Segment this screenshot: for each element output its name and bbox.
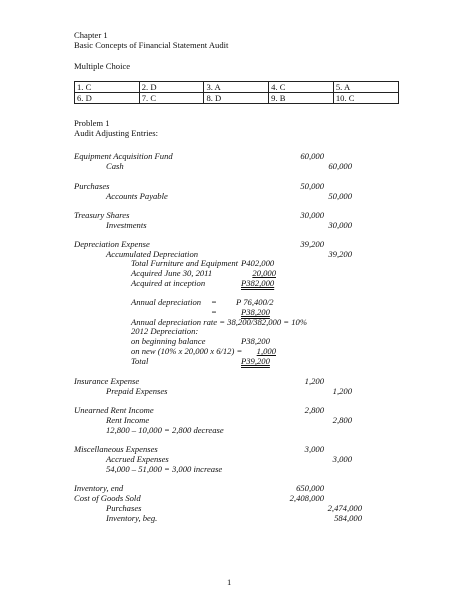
depr-inception-value: P382,000 bbox=[241, 278, 275, 288]
rent-note: 12,800 – 10,000 = 2,800 decrease bbox=[106, 425, 224, 435]
entry-credit-amount: 2,800 bbox=[332, 415, 352, 425]
entry-credit-account: Purchases bbox=[106, 503, 142, 513]
depr-total-value: P402,000 bbox=[241, 258, 275, 268]
problem-title: Problem 1 bbox=[74, 118, 110, 128]
answer-cell: 3. A bbox=[204, 82, 269, 93]
entry-debit-amount: 50,000 bbox=[300, 181, 324, 191]
answer-table bbox=[74, 81, 399, 104]
entry-debit-account: Miscellaneous Expenses bbox=[74, 444, 158, 454]
entry-debit-account: Equipment Acquisition Fund bbox=[74, 151, 173, 161]
entry-debit-amount: 1,200 bbox=[304, 376, 324, 386]
entry-credit-account: Prepaid Expenses bbox=[106, 386, 168, 396]
annual-depr-eq: = bbox=[211, 297, 217, 307]
depr-new-label: on new (10% x 20,000 x 6/12) = bbox=[131, 346, 243, 356]
misc-note: 54,000 – 51,000 = 3,000 increase bbox=[106, 464, 223, 474]
annual-depr-value: P 76,400/2 bbox=[236, 297, 274, 307]
entry-debit-amount: 650,000 bbox=[296, 483, 324, 493]
entry-credit-account: Investments bbox=[106, 220, 147, 230]
entry-credit-account: Accrued Expenses bbox=[106, 454, 169, 464]
depr-total-label: Total Furniture and Equipment bbox=[131, 258, 239, 268]
depr-inception-label: Acquired at inception bbox=[131, 278, 206, 288]
entry-debit-account: Cost of Goods Sold bbox=[74, 493, 141, 503]
answer-cell: 2. D bbox=[139, 82, 204, 93]
entry-credit-amount: 60,000 bbox=[328, 161, 352, 171]
entry-debit-amount: 2,800 bbox=[304, 405, 324, 415]
entry-debit-amount: 30,000 bbox=[300, 210, 324, 220]
depr-rate-line: Annual depreciation rate = 38,200/382,000 = 10% bbox=[131, 317, 307, 327]
chapter-label: Chapter 1 bbox=[74, 30, 108, 40]
depr-begin-value: P38,200 bbox=[241, 336, 270, 346]
entry-credit-account: Accounts Payable bbox=[106, 191, 168, 201]
entry-debit-account: Treasury Shares bbox=[74, 210, 130, 220]
entry-debit-amount: 3,000 bbox=[304, 444, 324, 454]
depr-2012-heading: 2012 Depreciation: bbox=[131, 326, 199, 336]
answer-cell: 6. D bbox=[75, 93, 140, 104]
entry-debit-account: Purchases bbox=[74, 181, 110, 191]
entry-credit-amount: 1,200 bbox=[332, 386, 352, 396]
entry-debit-account: Unearned Rent Income bbox=[74, 405, 154, 415]
depr-new-value: 1,000 bbox=[256, 346, 276, 356]
depr-total2-label: Total bbox=[131, 356, 149, 366]
entry-credit-amount: 584,000 bbox=[334, 513, 362, 523]
section-heading: Multiple Choice bbox=[74, 61, 131, 71]
answer-row bbox=[75, 82, 399, 93]
entry-credit-account: Accumulated Depreciation bbox=[106, 249, 199, 259]
entry-debit-account: Inventory, end bbox=[74, 483, 124, 493]
depr-begin-label: on beginning balance bbox=[131, 336, 206, 346]
entry-credit-amount: 2,474,000 bbox=[327, 503, 362, 513]
entry-credit-amount: 3,000 bbox=[332, 454, 352, 464]
depr-total2-value: P39,200 bbox=[241, 356, 270, 366]
entry-credit-amount: 39,200 bbox=[328, 249, 352, 259]
entry-credit-account: Rent Income bbox=[106, 415, 150, 425]
answer-cell: 1. C bbox=[75, 82, 140, 93]
entry-debit-account: Insurance Expense bbox=[74, 376, 140, 386]
page-number: 1 bbox=[227, 577, 232, 587]
entry-debit-amount: 39,200 bbox=[300, 239, 324, 249]
answer-row bbox=[75, 93, 399, 104]
annual-depr-label: Annual depreciation bbox=[131, 297, 202, 307]
answer-cell: 8. D bbox=[204, 93, 269, 104]
annual-depr-result: P38,200 bbox=[241, 307, 270, 317]
answer-cell: 4. C bbox=[269, 82, 334, 93]
entry-debit-amount: 60,000 bbox=[300, 151, 324, 161]
entry-debit-account: Depreciation Expense bbox=[74, 239, 150, 249]
answer-cell: 9. B bbox=[269, 93, 334, 104]
annual-depr-eq2: = bbox=[211, 307, 217, 317]
depr-acquired-value: 20,000 bbox=[252, 268, 276, 278]
answer-cell: 5. A bbox=[333, 82, 398, 93]
answer-cell: 10. C bbox=[333, 93, 398, 104]
entry-credit-amount: 50,000 bbox=[328, 191, 352, 201]
entry-credit-account: Cash bbox=[106, 161, 124, 171]
entry-credit-amount: 30,000 bbox=[328, 220, 352, 230]
problem-subtitle: Audit Adjusting Entries: bbox=[74, 128, 159, 138]
answer-cell: 7. C bbox=[139, 93, 204, 104]
chapter-title: Basic Concepts of Financial Statement Audit bbox=[74, 40, 229, 50]
entry-debit-amount: 2,408,000 bbox=[289, 493, 324, 503]
entry-credit-account: Inventory, beg. bbox=[106, 513, 158, 523]
depr-acquired-label: Acquired June 30, 2011 bbox=[131, 268, 213, 278]
